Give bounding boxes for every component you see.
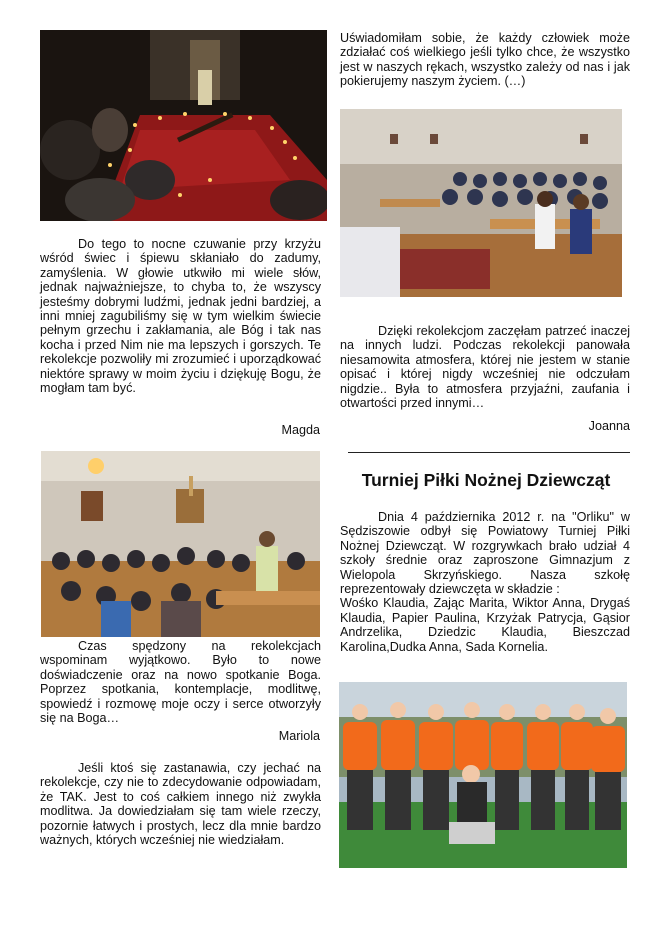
signature-joanna: Joanna [588,419,630,433]
joanna-paragraph: Dzięki rekolekcjom zaczęłam patrzeć inaczej na innych ludzi. Podczas rekolekcji panowała niesamowita atmosfera, której nie jestem w stanie opisać i której nigdy wcześniej nie odczułam nigdzie.. Była to atmosfera przyjaźni, zaufania i otwartości przed innymi… [340,324,630,411]
photo-night-vigil [40,30,327,221]
signature-mariola: Mariola [278,729,320,743]
photo-chapel-hall [41,451,320,637]
quote-ending: Uświadomiłam sobie, że każdy człowiek może zdziałać coś wielkiego jeśli tylko chce, że wszystko jest w naszych rękach, wszystko zależy od nas i jak pokierujemy naszym życiem. (…) [340,31,630,89]
closing-paragraph: Jeśli ktoś się zastanawia, czy jechać na rekolekcje, czy nie to zdecydowanie odpowiadam, że TAK. Jest to coś całkiem innego niż zwykła modlitwa. Ja dowiedziałam się tam wiele rzeczy, pozornie łatwych i prostych, lecz dla mnie bardzo ważnych, których wcześniej nie wiedziałam. [40,761,321,848]
photo-retreat-room [340,109,622,297]
photo-football-team [339,682,627,868]
magda-paragraph: Do tego to nocne czuwanie przy krzyżu wśród świec i śpiewu skłaniało do zadumy, zamyślenia. W głowie utkwiło mi wiele słów, jednak najważniejsze, to chyba to, że wszyscy jesteśmy dobrymi ludźmi, jednak jedni bardziej, a inni mniej zagubiliśmy się w tym wielkim świecie pełnym grzechu i zakłamania, ale Bóg i tak nas kocha i przed Nim nie ma lepszych i gorszych. Te rekolekcje pozwoliły mi zrozumieć i uporządkować niektóre sprawy w moim życiu i dziękuję Bogu, że mogłam tam być. [40,237,321,396]
signature-magda: Magda [281,423,320,437]
article-title: Turniej Piłki Nożnej Dziewcząt [361,470,611,490]
section-divider [348,452,630,453]
team-roster: Wośko Klaudia, Zając Marita, Wiktor Anna, Drygaś Klaudia, Papier Paulina, Krzyżak Patrycja, Gąsior Andrzelika, Dziedzic Klaudia, Bieszczad Karolina,Dudka Anna, Sada Kornelia. [340,596,630,654]
article-body: Dnia 4 października 2012 r. na "Orliku" w Sędziszowie odbył się Powiatowy Turniej Piłki Nożnej Dziewcząt. W rozgrywkach brało udział 4 szkoły średnie oraz zaproszone Gimnazjum z Wielopola Skrzyńskiego. Nasza szkołę reprezentowały dziewczęta w składzie : Wośko Klaudia, Zając Marita, Wiktor Anna, Drygaś Klaudia, Papier Paulina, Krzyżak Patrycja, Gąsior Andrzelika, Dziedzic Klaudia, Bieszczad Karolina,Dudka Anna, Sada Kornelia. [340,510,630,654]
mariola-paragraph: Czas spędzony na rekolekcjach wspominam wyjątkowo. Było to nowe doświadczenie oraz na nowo spotkanie Boga. Poprzez spotkania, kontemplacje, modlitwę, spowiedź i rozmowę moje oczy i serce otworzyły się na Boga… [40,639,321,726]
